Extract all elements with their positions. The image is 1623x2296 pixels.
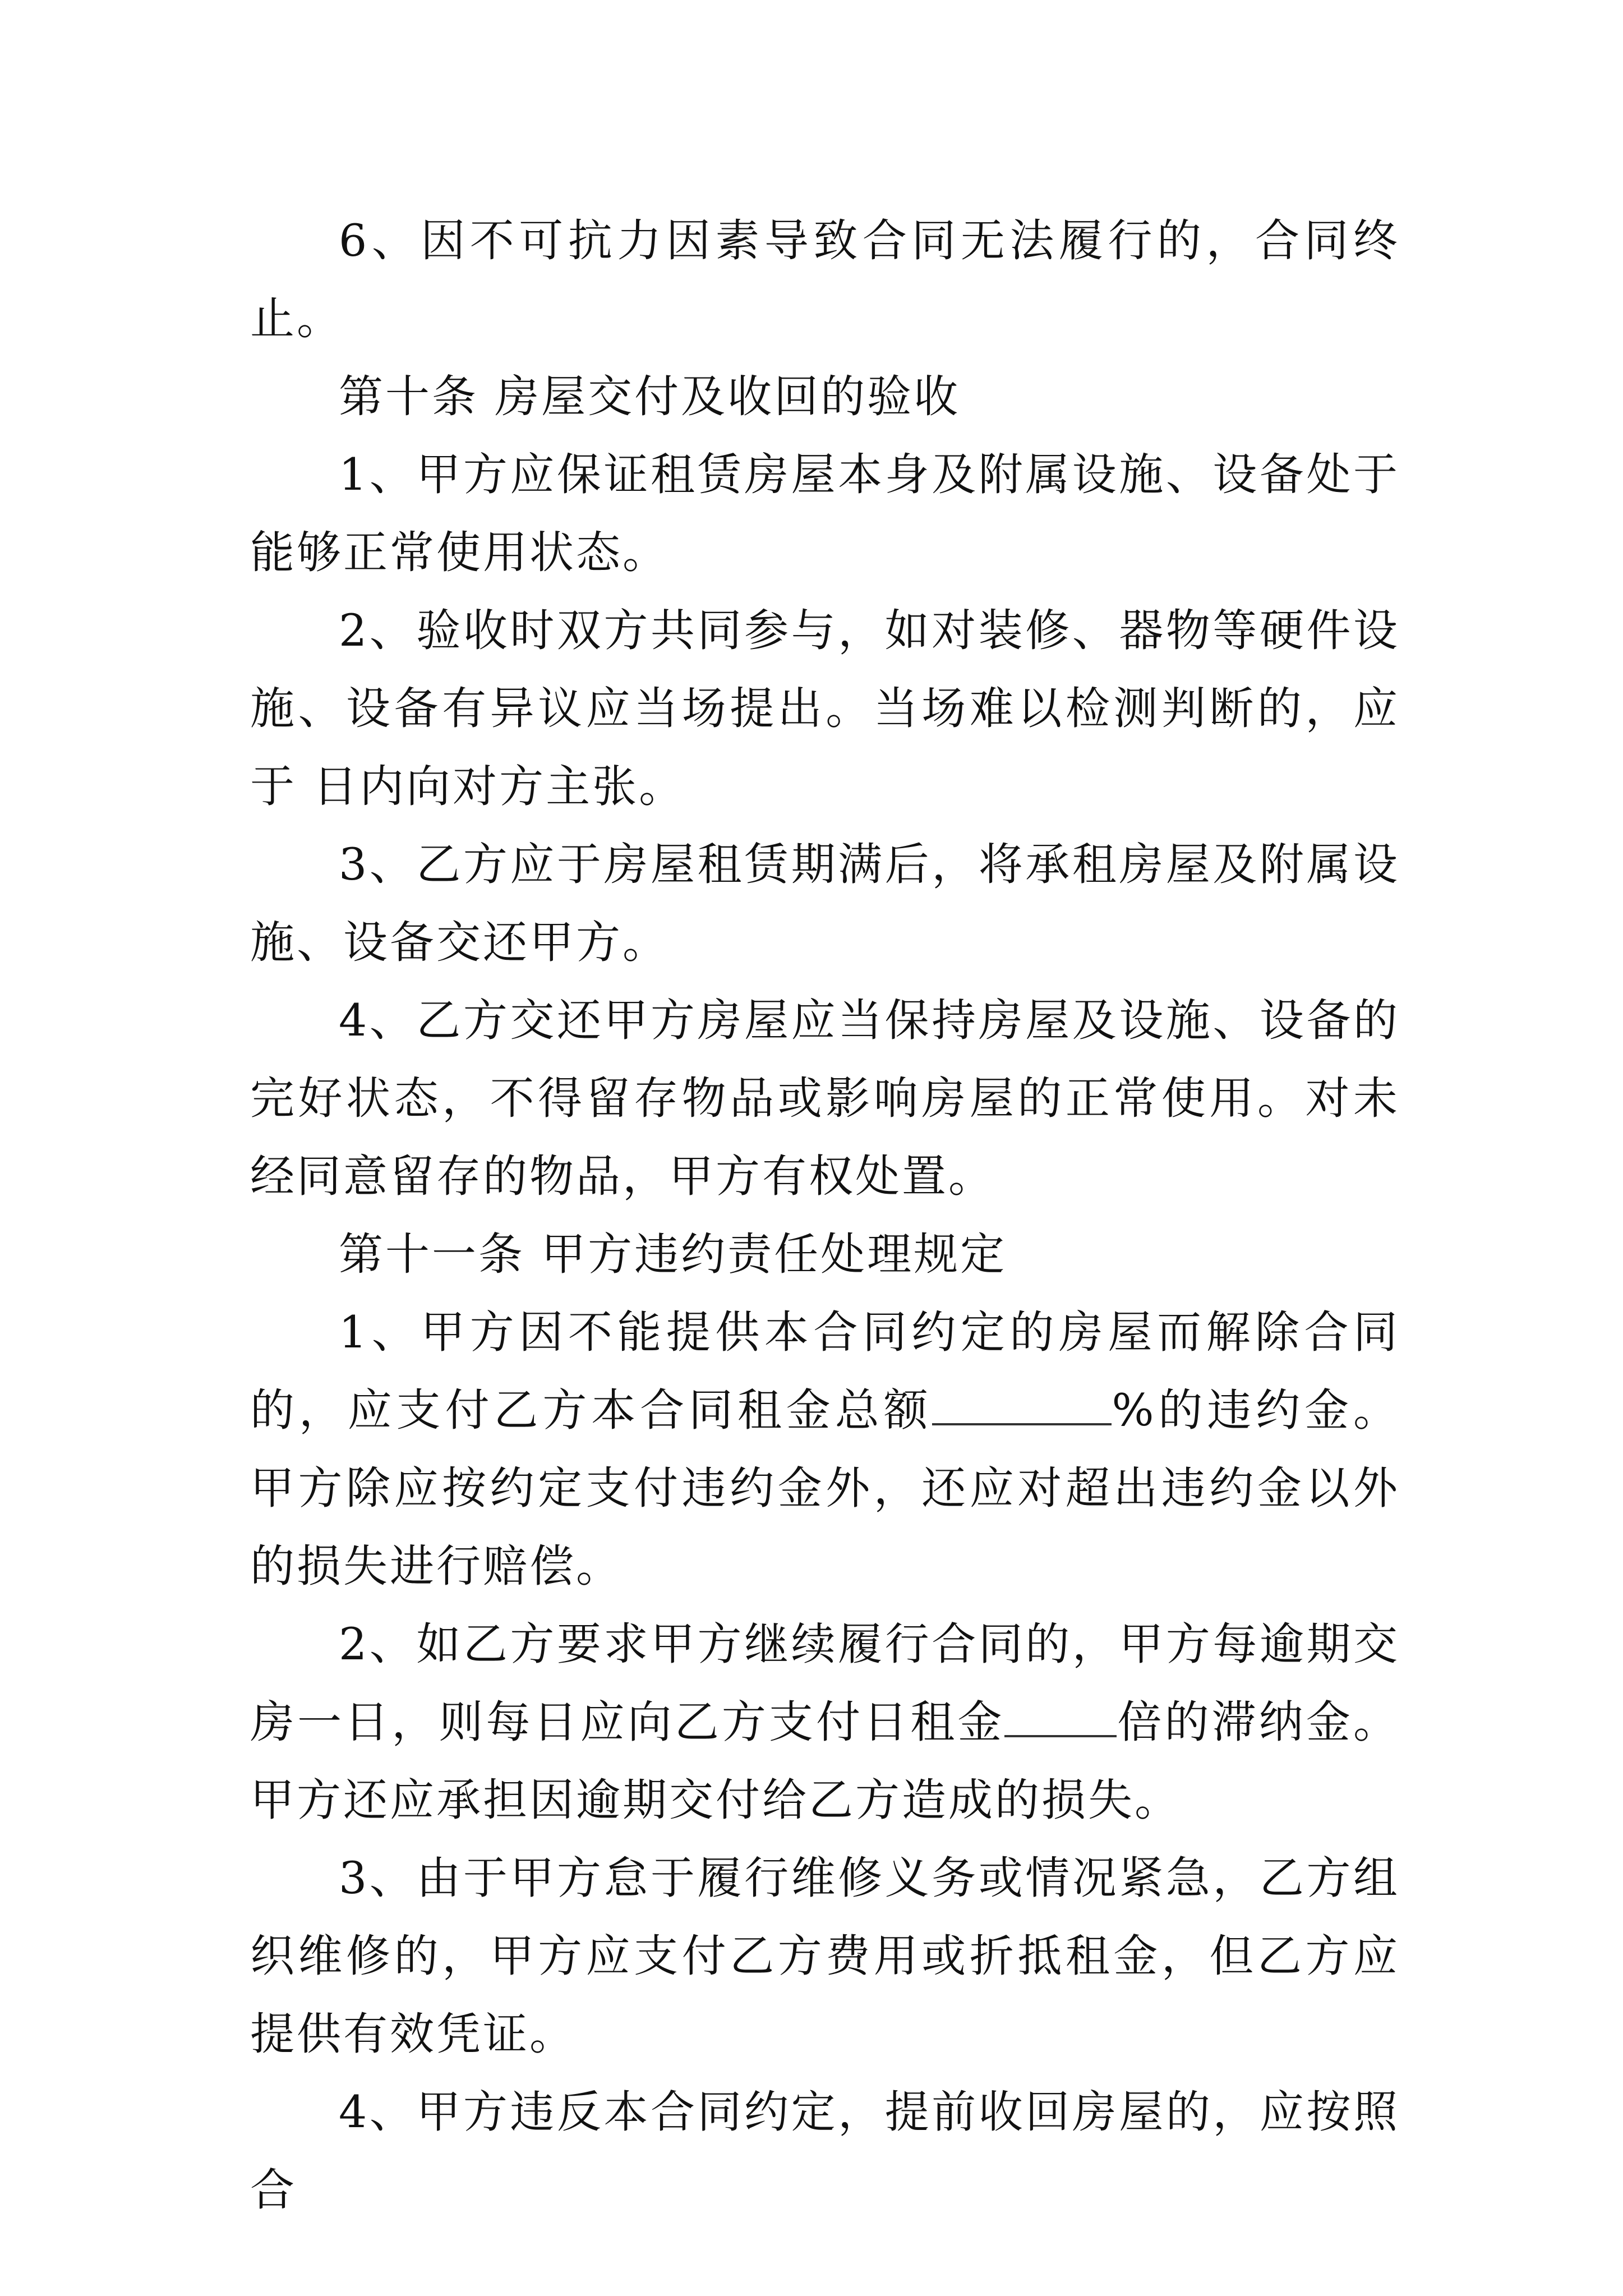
paragraph-article-11-item-3: 3、由于甲方怠于履行维修义务或情况紧急，乙方组织维修的，甲方应支付乙方费用或折抵租金，但乙方应提供有效凭证。	[250, 1852, 1400, 2060]
paragraph-article-10-item-1: 1、甲方应保证租赁房屋本身及附属设施、设备处于能够正常使用状态。	[250, 449, 1400, 578]
paragraph-article-10-item-3: 3、乙方应于房屋租赁期满后，将承租房屋及附属设施、设备交还甲方。	[250, 839, 1400, 968]
fill-in-blank	[1004, 1701, 1117, 1737]
paragraph-article-10-item-4: 4、乙方交还甲方房屋应当保持房屋及设施、设备的完好状态，不得留存物品或影响房屋的正常使用。对未经同意留存的物品，甲方有权处置。	[250, 995, 1400, 1202]
paragraph-text: 1、甲方因不能提供本合同约定的房屋而解除合同的，应支付乙方本合同租金总额	[250, 1306, 1400, 1436]
article-11-heading: 第十一条 甲方违约责任处理规定	[339, 1228, 1007, 1280]
paragraph-article-11-item-2	[250, 1605, 1400, 1839]
fill-in-blank	[932, 1389, 1112, 1425]
paragraph-article-11-item-4: 4、甲方违反本合同约定，提前收回房屋的，应按照合	[250, 2086, 1400, 2216]
article-10-heading: 第十条 房屋交付及收回的验收	[339, 371, 961, 422]
document-body	[250, 202, 1400, 2229]
paragraph-article-10-item-2: 2、验收时双方共同参与，如对装修、器物等硬件设施、设备有异议应当场提出。当场难以检测判断的，应于 日内向对方主张。	[250, 605, 1400, 812]
paragraph-text: 2、如乙方要求甲方继续履行合同的，甲方每逾期交房一日，则每日应向乙方支付日租金	[250, 1618, 1400, 1748]
paragraph-text: 倍的滞纳金。甲方还应承担因逾期交付给乙方造成的损失。	[250, 1696, 1400, 1826]
paragraph-text: %的违约金。甲方除应按约定支付违约金外，还应对超出违约金以外的损失进行赔偿。	[250, 1384, 1400, 1592]
paragraph-force-majeure: 6、因不可抗力因素导致合同无法履行的，合同终止。	[250, 215, 1400, 344]
paragraph-article-11-item-1	[250, 1294, 1400, 1605]
